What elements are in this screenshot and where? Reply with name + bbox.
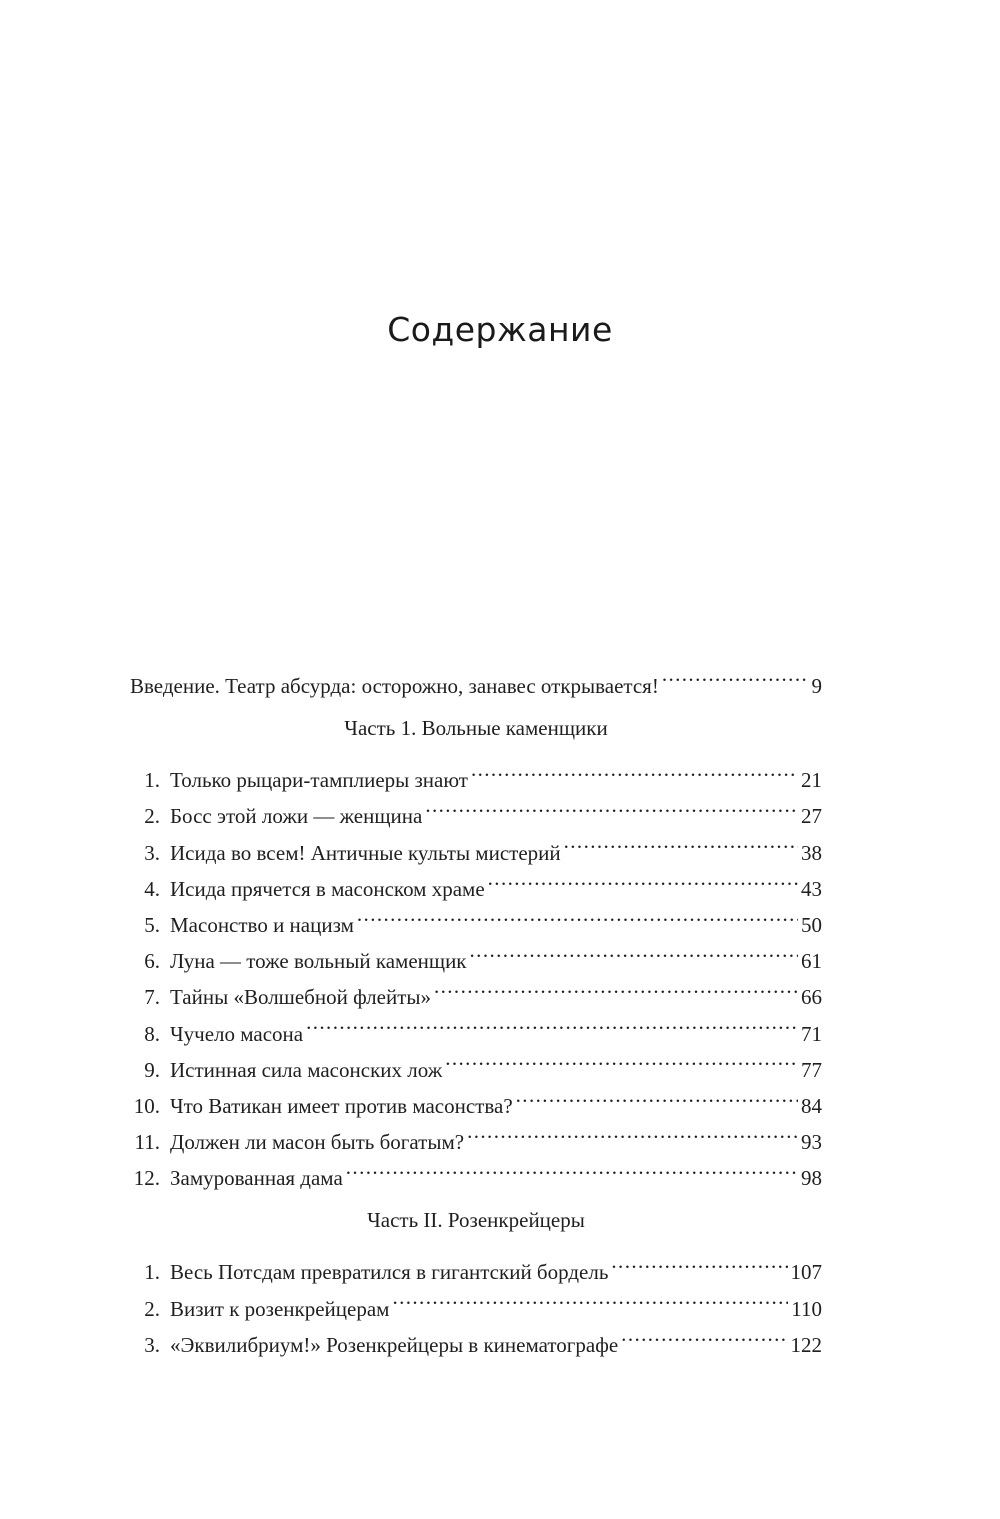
toc-entry-title: Чучело масона <box>170 1021 304 1046</box>
toc-entry-page: 66 <box>801 985 822 1010</box>
toc-entry-title: Исида во всем! Античные культы мистерий <box>170 840 561 865</box>
dot-leader <box>488 860 798 896</box>
dot-leader <box>470 932 798 968</box>
toc-entry-title: Замурованная дама <box>170 1166 343 1191</box>
part-heading-2: Часть II. Розенкрейцеры <box>367 1208 585 1233</box>
toc-entry-number: 2. <box>144 1296 160 1321</box>
toc-entry-page: 84 <box>801 1093 822 1118</box>
toc-entry-number: 11. <box>134 1130 160 1155</box>
toc-entry-number: 1. <box>144 768 160 793</box>
toc-entry-title: Луна — тоже вольный каменщик <box>170 949 467 974</box>
toc-entry-page: 43 <box>801 876 822 901</box>
dot-leader <box>434 968 798 1004</box>
dot-leader <box>621 1316 787 1352</box>
dot-leader <box>445 1041 798 1077</box>
toc-entry-number: 3. <box>144 1332 160 1357</box>
toc-entry-title: Истинная сила масонских лож <box>170 1057 443 1082</box>
dot-leader <box>392 1279 788 1315</box>
toc-entry-page: 21 <box>801 768 822 793</box>
toc-entry-intro[interactable] <box>130 655 822 698</box>
toc-entry-number: 10. <box>133 1093 160 1118</box>
dot-leader <box>611 1243 787 1279</box>
part-heading-1: Часть 1. Вольные каменщики <box>344 716 608 740</box>
toc-entry-page: 9 <box>811 674 822 698</box>
toc-entry-title: «Эквилибриум!» Розенкрейцеры в кинематографе <box>170 1332 619 1357</box>
dot-leader <box>357 896 798 932</box>
dot-leader <box>425 787 798 823</box>
toc-entry-number: 6. <box>144 949 160 974</box>
dot-leader <box>306 1004 798 1040</box>
toc-entry-number: 1. <box>144 1260 160 1285</box>
dot-leader <box>516 1077 798 1113</box>
table-of-contents <box>130 655 822 1357</box>
toc-entry-page: 93 <box>801 1130 822 1155</box>
toc-entry-title: Весь Потсдам превратился в гигантский бордель <box>170 1260 609 1285</box>
toc-entry-title: Только рыцари-тамплиеры знают <box>170 768 468 793</box>
toc-entry-number: 5. <box>144 912 160 937</box>
toc-entry-page: 61 <box>801 949 822 974</box>
toc-entry-page: 107 <box>790 1260 822 1285</box>
toc-entry-title: Что Ватикан имеет против масонства? <box>170 1093 513 1118</box>
toc-entry-number: 8. <box>144 1021 160 1046</box>
toc-entry-number: 2. <box>144 804 160 829</box>
toc-entry-number: 4. <box>144 876 160 901</box>
dot-leader <box>662 655 809 693</box>
toc-entry-title: Должен ли масон быть богатым? <box>170 1130 465 1155</box>
toc-entry-page: 122 <box>790 1332 822 1357</box>
toc-entry-title: Введение. Театр абсурда: осторожно, занавес открывается! <box>130 674 659 698</box>
dot-leader <box>564 823 798 859</box>
dot-leader <box>346 1149 798 1185</box>
toc-entry-title: Визит к розенкрейцерам <box>170 1296 390 1321</box>
toc-entry-title: Босс этой ложи — женщина <box>170 804 423 829</box>
toc-entry-title: Тайны «Волшебной флейты» <box>170 985 431 1010</box>
dot-leader <box>467 1113 798 1149</box>
toc-entry-page: 71 <box>801 1021 822 1046</box>
toc-entry-page: 77 <box>801 1057 822 1082</box>
toc-entry-number: 3. <box>144 840 160 865</box>
toc-entry-page: 110 <box>791 1296 822 1321</box>
toc-entry-title: Масонство и нацизм <box>170 912 354 937</box>
toc-entry-number: 7. <box>144 985 160 1010</box>
toc-entry-number: 9. <box>144 1057 160 1082</box>
toc-entry-number: 12. <box>133 1166 160 1191</box>
toc-entry[interactable] <box>130 1243 822 1285</box>
toc-entry-page: 38 <box>801 840 822 865</box>
toc-entry-title: Исида прячется в масонском храме <box>170 876 485 901</box>
dot-leader <box>471 751 798 787</box>
toc-entry[interactable] <box>130 751 822 793</box>
toc-entry-page: 98 <box>801 1166 822 1191</box>
toc-entry-page: 50 <box>801 912 822 937</box>
page-title: Содержание <box>387 310 613 349</box>
toc-entry-page: 27 <box>801 804 822 829</box>
